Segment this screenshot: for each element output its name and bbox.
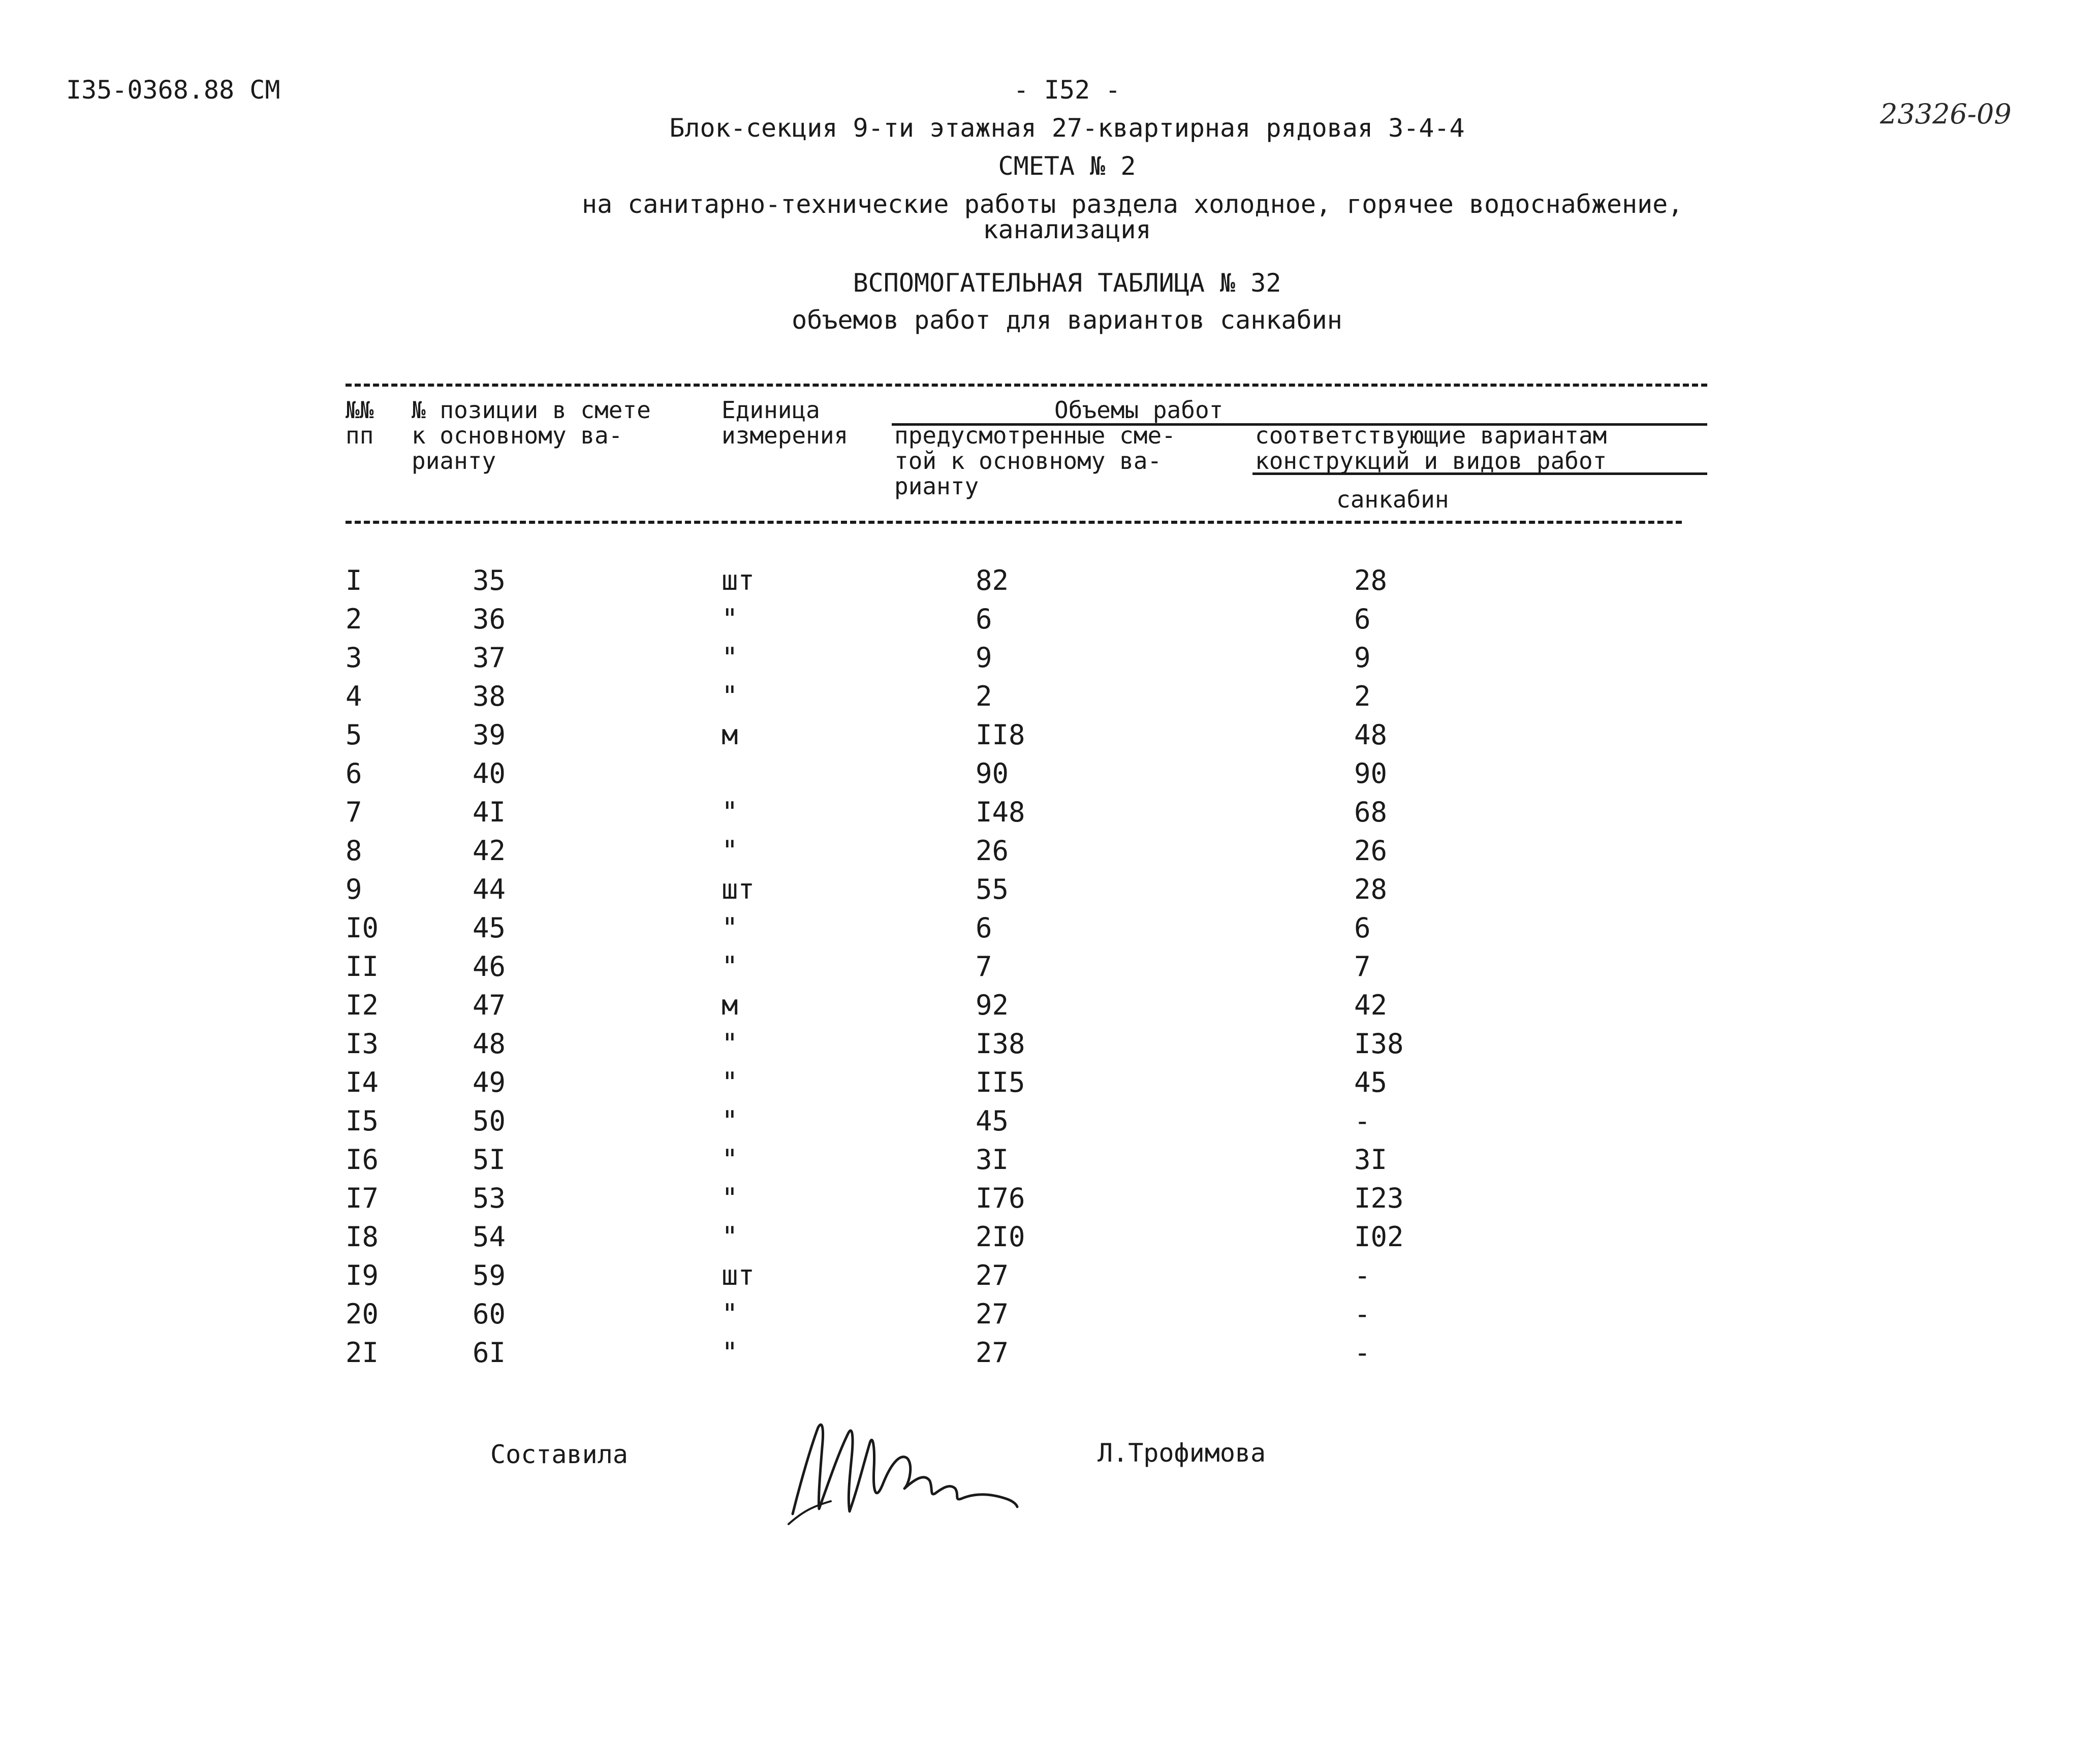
- table-row: [0, 909, 1728, 947]
- col-variants-header-line2: конструкций и видов работ: [1255, 447, 1607, 474]
- cell-position: 53: [473, 1182, 506, 1214]
- cell-base-volume: 92: [976, 989, 1009, 1021]
- cell-number: I7: [346, 1182, 379, 1214]
- col-unit-header-line1: Единица: [722, 396, 820, 424]
- cell-variant-volume: -: [1354, 1337, 1371, 1369]
- table-title: ВСПОМОГАТЕЛЬНАЯ ТАБЛИЦА № 32: [853, 268, 1281, 298]
- table-row: [0, 947, 1728, 986]
- cell-position: 60: [473, 1298, 506, 1330]
- estimate-subject-line1: на санитарно-технические работы раздела холодное, горячее водоснабжение,: [582, 189, 1683, 219]
- cell-unit: шт: [722, 1259, 755, 1291]
- table-row: [0, 1141, 1728, 1179]
- cell-position: 49: [473, 1066, 506, 1098]
- cell-position: 44: [473, 873, 506, 905]
- col-position-header-line3: рианту: [412, 447, 496, 474]
- cell-base-volume: 45: [976, 1105, 1009, 1137]
- cell-base-volume: II8: [976, 719, 1025, 751]
- cell-base-volume: 55: [976, 873, 1009, 905]
- cell-variant-volume: I38: [1354, 1028, 1404, 1060]
- cell-number: 20: [346, 1298, 379, 1330]
- cell-variant-volume: 28: [1354, 564, 1388, 596]
- cell-number: 2: [346, 603, 362, 635]
- cell-unit: ": [722, 1144, 738, 1176]
- table-row: [0, 1179, 1728, 1218]
- cell-position: 4I: [473, 796, 506, 828]
- table-row: [0, 561, 1728, 600]
- cell-position: 35: [473, 564, 506, 596]
- cell-unit: ": [722, 1298, 738, 1330]
- col-base-header-line3: рианту: [894, 472, 979, 500]
- cell-unit: ": [722, 1221, 738, 1253]
- estimate-subject-line2: канализация: [983, 215, 1151, 244]
- table-row: [0, 1334, 1728, 1372]
- cell-position: 37: [473, 642, 506, 674]
- cell-number: I8: [346, 1221, 379, 1253]
- cell-variant-volume: 7: [1354, 951, 1371, 983]
- table-row: [0, 832, 1728, 870]
- cell-base-volume: I76: [976, 1182, 1025, 1214]
- col-volumes-header: Объемы работ: [1054, 396, 1224, 424]
- block-section-title: Блок-секция 9-ти этажная 27-квартирная рядовая 3-4-4: [669, 113, 1465, 143]
- cell-variant-volume: 6: [1354, 912, 1371, 944]
- estimate-title: СМЕТА № 2: [998, 151, 1136, 181]
- cell-unit: ": [722, 680, 738, 712]
- cell-unit: ": [722, 1105, 738, 1137]
- col-variants-subheader: санкабин: [1336, 486, 1449, 513]
- col-base-header-line1: предусмотренные сме-: [894, 422, 1176, 449]
- cell-base-volume: 26: [976, 835, 1009, 867]
- cell-base-volume: 82: [976, 564, 1009, 596]
- col-num-header-line2: пп: [346, 422, 374, 449]
- cell-number: I9: [346, 1259, 379, 1291]
- cell-unit: ": [722, 1337, 738, 1369]
- cell-variant-volume: 45: [1354, 1066, 1388, 1098]
- col-base-header-line2: той к основному ва-: [894, 447, 1162, 474]
- cell-position: 59: [473, 1259, 506, 1291]
- cell-unit: шт: [722, 564, 755, 596]
- table-body: [0, 561, 1778, 1384]
- cell-unit: ": [722, 603, 738, 635]
- table-row: [0, 754, 1728, 793]
- cell-unit: ": [722, 912, 738, 944]
- table-row: [0, 1218, 1728, 1256]
- cell-base-volume: 9: [976, 642, 992, 674]
- cell-number: 7: [346, 796, 362, 828]
- table-header-bottom-rule: [346, 521, 1682, 524]
- table-row: [0, 677, 1728, 716]
- cell-number: 8: [346, 835, 362, 867]
- cell-number: I3: [346, 1028, 379, 1060]
- cell-variant-volume: 28: [1354, 873, 1388, 905]
- table-row: [0, 1102, 1728, 1141]
- table-row: [0, 716, 1728, 754]
- cell-position: 36: [473, 603, 506, 635]
- cell-variant-volume: -: [1354, 1259, 1371, 1291]
- cell-variant-volume: 9: [1354, 642, 1371, 674]
- table-row: [0, 1256, 1728, 1295]
- cell-unit: ": [722, 1182, 738, 1214]
- signature: [782, 1407, 1021, 1529]
- cell-position: 39: [473, 719, 506, 751]
- col-num-header-line1: №№: [346, 396, 374, 424]
- document-code: I35-0368.88 СМ: [66, 75, 280, 105]
- cell-position: 45: [473, 912, 506, 944]
- cell-number: I5: [346, 1105, 379, 1137]
- cell-position: 40: [473, 757, 506, 789]
- cell-unit: шт: [722, 873, 755, 905]
- cell-variant-volume: 90: [1354, 757, 1388, 789]
- table-row: [0, 1025, 1728, 1063]
- cell-base-volume: 6: [976, 603, 992, 635]
- table-row: [0, 600, 1728, 639]
- table-row: [0, 870, 1728, 909]
- cell-base-volume: 90: [976, 757, 1009, 789]
- cell-number: I: [346, 564, 362, 596]
- cell-unit: ": [722, 835, 738, 867]
- cell-base-volume: 27: [976, 1259, 1009, 1291]
- cell-position: 54: [473, 1221, 506, 1253]
- cell-number: 5: [346, 719, 362, 751]
- cell-variant-volume: I23: [1354, 1182, 1404, 1214]
- table-subtitle: объемов работ для вариантов санкабин: [792, 305, 1342, 335]
- table-row: [0, 1295, 1728, 1334]
- cell-number: I6: [346, 1144, 379, 1176]
- signature-stroke: [793, 1425, 1017, 1514]
- table-row: [0, 986, 1728, 1025]
- cell-variant-volume: 2: [1354, 680, 1371, 712]
- cell-position: 6I: [473, 1337, 506, 1369]
- cell-variant-volume: 68: [1354, 796, 1388, 828]
- cell-unit: ": [722, 951, 738, 983]
- cell-base-volume: 6: [976, 912, 992, 944]
- cell-variant-volume: I02: [1354, 1221, 1404, 1253]
- cell-variant-volume: 3I: [1354, 1144, 1388, 1176]
- compiled-by-label: Составила: [490, 1440, 628, 1469]
- page-number: - I52 -: [1013, 75, 1121, 105]
- cell-variant-volume: 26: [1354, 835, 1388, 867]
- col-position-header-line2: к основному ва-: [412, 422, 623, 449]
- cell-base-volume: I48: [976, 796, 1025, 828]
- archive-number: 23326-09: [1880, 98, 2012, 130]
- cell-number: I4: [346, 1066, 379, 1098]
- cell-position: 50: [473, 1105, 506, 1137]
- cell-base-volume: 27: [976, 1298, 1009, 1330]
- cell-position: 48: [473, 1028, 506, 1060]
- cell-variant-volume: -: [1354, 1298, 1371, 1330]
- cell-variant-volume: -: [1354, 1105, 1371, 1137]
- cell-unit: ": [722, 1066, 738, 1098]
- cell-variant-volume: 48: [1354, 719, 1388, 751]
- cell-base-volume: 7: [976, 951, 992, 983]
- cell-number: 4: [346, 680, 362, 712]
- cell-number: 2I: [346, 1337, 379, 1369]
- cell-unit: ": [722, 796, 738, 828]
- table-top-rule: [346, 384, 1707, 387]
- cell-position: 38: [473, 680, 506, 712]
- cell-base-volume: 3I: [976, 1144, 1009, 1176]
- table-row: [0, 639, 1728, 677]
- cell-position: 46: [473, 951, 506, 983]
- cell-unit: м: [722, 719, 738, 751]
- cell-position: 47: [473, 989, 506, 1021]
- col-unit-header-line2: измерения: [722, 422, 849, 449]
- cell-number: I2: [346, 989, 379, 1021]
- cell-number: 9: [346, 873, 362, 905]
- cell-base-volume: 2: [976, 680, 992, 712]
- cell-base-volume: I38: [976, 1028, 1025, 1060]
- cell-number: II: [346, 951, 379, 983]
- cell-unit: м: [722, 989, 738, 1021]
- cell-base-volume: 2I0: [976, 1221, 1025, 1253]
- cell-base-volume: II5: [976, 1066, 1025, 1098]
- cell-number: 3: [346, 642, 362, 674]
- cell-variant-volume: 6: [1354, 603, 1371, 635]
- table-row: [0, 1063, 1728, 1102]
- cell-unit: ": [722, 642, 738, 674]
- cell-base-volume: 27: [976, 1337, 1009, 1369]
- col-position-header-line1: № позиции в смете: [412, 396, 651, 424]
- compiler-name: Л.Трофимова: [1098, 1438, 1266, 1468]
- table-row: [0, 793, 1728, 832]
- cell-unit: ": [722, 1028, 738, 1060]
- cell-position: 42: [473, 835, 506, 867]
- col-variants-header-line1: соответствующие вариантам: [1255, 422, 1607, 449]
- cell-number: 6: [346, 757, 362, 789]
- cell-number: I0: [346, 912, 379, 944]
- cell-position: 5I: [473, 1144, 506, 1176]
- cell-variant-volume: 42: [1354, 989, 1388, 1021]
